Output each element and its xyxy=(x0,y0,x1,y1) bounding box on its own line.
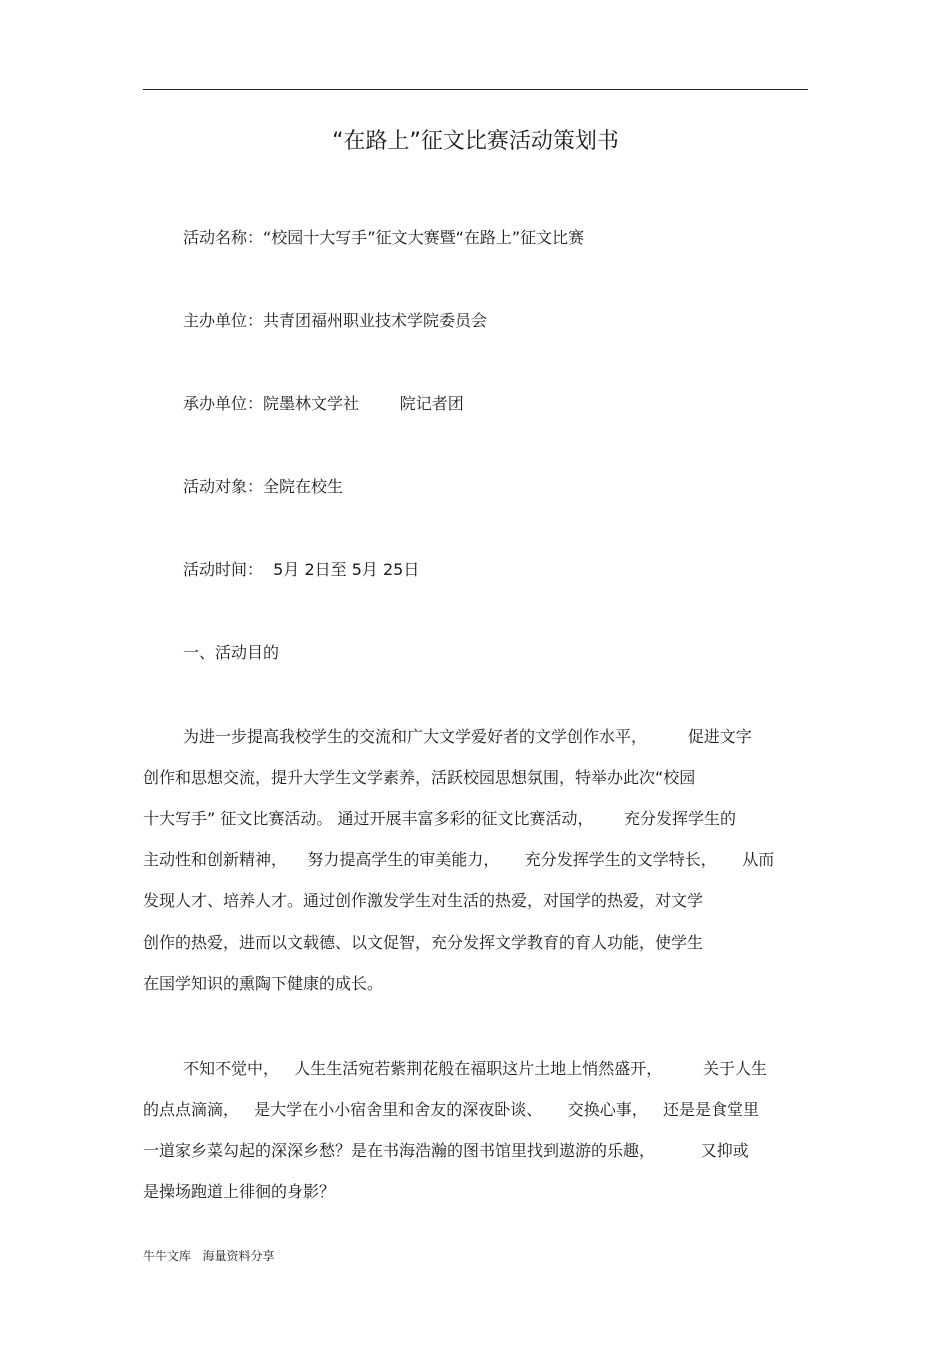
paragraph-line: 是操场跑道上徘徊的身影？ xyxy=(143,1182,336,1201)
paragraph-line: 为进一步提高我校学生的交流和广大文学爱好者的文学创作水平， 促进文字 xyxy=(183,727,752,746)
top-rule xyxy=(143,89,808,90)
paragraph-line: 创作的热爱，进而以文载德、以文促智，充分发挥文学教育的育人功能，使学生 xyxy=(143,933,704,952)
paragraph-line: 不知不觉中， 人生生活宛若紫荆花般在福职这片土地上悄然盛开， 关于人生 xyxy=(183,1059,767,1078)
field-host-organizer: 主办单位：共青团福州职业技术学院委员会 xyxy=(183,311,488,330)
paragraph-line: 的点点滴滴， 是大学在小小宿舍里和舍友的深夜卧谈、 交换心事， 还是是食堂里 xyxy=(143,1100,759,1119)
paragraph-line: 在国学知识的熏陶下健康的成长。 xyxy=(143,974,384,993)
field-co-organizer: 承办单位：院墨林文学社 院记者团 xyxy=(183,394,464,413)
section-heading-purpose: 一、活动目的 xyxy=(183,643,280,662)
footer-text: 牛牛文库 海量资料分享 xyxy=(143,1249,275,1263)
paragraph-line: 主动性和创新精神， 努力提高学生的审美能力， 充分发挥学生的文学特长， 从而 xyxy=(143,850,775,869)
document-title: “在路上”征文比赛活动策划书 xyxy=(332,129,619,154)
paragraph-line: 创作和思想交流，提升大学生文学素养，活跃校园思想氛围，特举办此次“校园 xyxy=(143,768,696,787)
paragraph-line: 一道家乡菜勾起的深深乡愁？是在书海浩瀚的图书馆里找到遨游的乐趣， 又抑或 xyxy=(143,1141,749,1160)
field-activity-name: 活动名称：“校园十大写手”征文大赛暨“在路上”征文比赛 xyxy=(183,228,585,247)
field-activity-time: 活动时间： 5月 2日至 5月 25日 xyxy=(183,560,420,579)
paragraph-line: 十大写手” 征文比赛活动。 通过开展丰富多彩的征文比赛活动， 充分发挥学生的 xyxy=(143,809,736,828)
field-participants: 活动对象：全院在校生 xyxy=(183,477,344,496)
paragraph-line: 发现人才、培养人才。通过创作激发学生对生活的热爱，对国学的热爱，对文学 xyxy=(143,891,704,910)
